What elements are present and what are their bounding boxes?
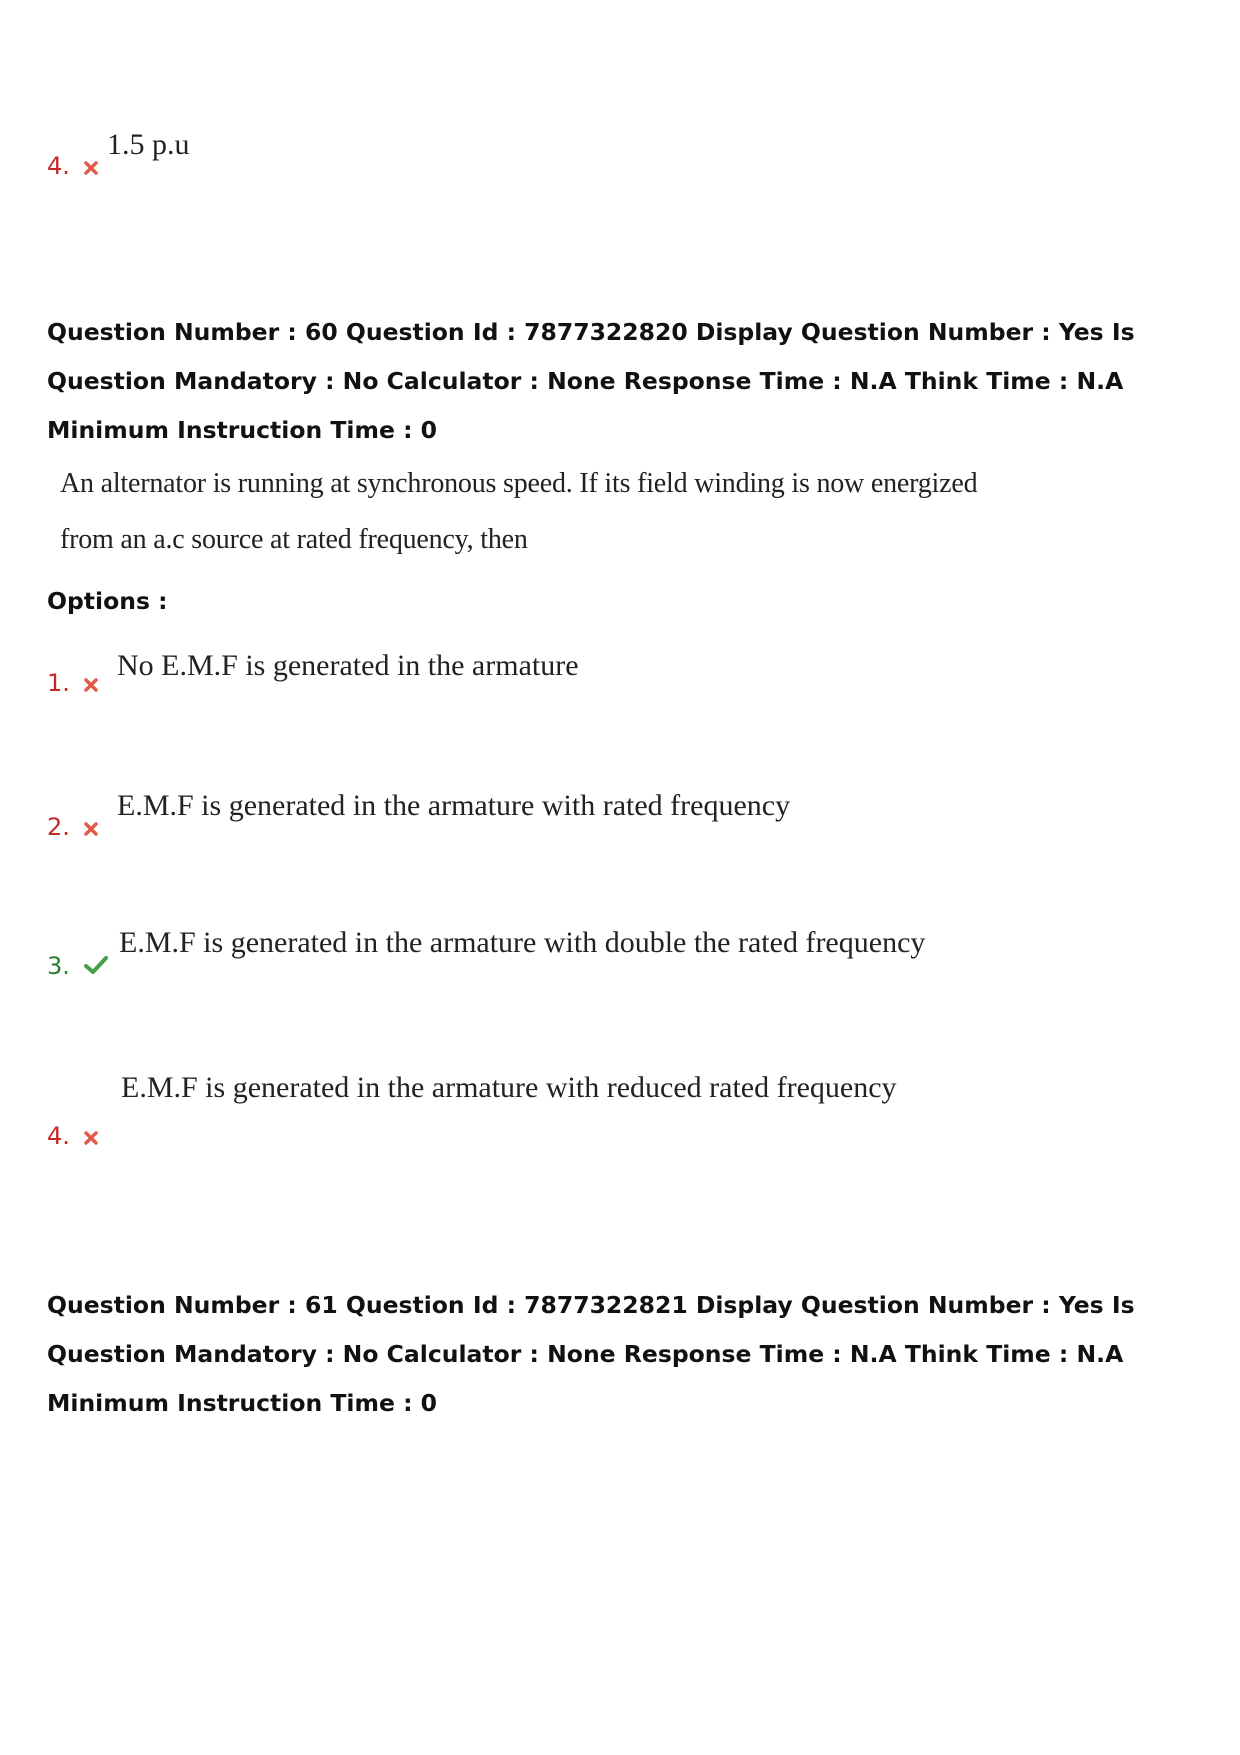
question-text-line: from an a.c source at rated frequency, then (60, 524, 528, 555)
option-number (47, 1122, 98, 1151)
option-number (47, 952, 108, 981)
option-number (47, 669, 98, 698)
option-number (47, 152, 98, 181)
cross-icon (84, 1123, 98, 1151)
question-text-line: An alternator is running at synchronous speed. If its field winding is now energized (60, 468, 978, 499)
option-number-label: 3. (47, 952, 70, 980)
option-number (47, 813, 98, 842)
option-number-label: 4. (47, 152, 70, 180)
cross-icon (84, 814, 98, 842)
option-text: 1.5 p.u (107, 128, 190, 161)
option-number-label: 2. (47, 813, 70, 841)
question-metadata: Question Number : 61 Question Id : 7877322821 Display Question Number : Yes Is Question Mandatory : No Calculator : None Response Time : N.A Think Time : N.A Minimum Instruction Time : 0 (47, 1291, 1135, 1417)
check-icon (84, 953, 108, 981)
question-text (60, 456, 977, 568)
option-number-label: 1. (47, 669, 70, 697)
question-metadata: Question Number : 60 Question Id : 7877322820 Display Question Number : Yes Is Question Mandatory : No Calculator : None Response Time : N.A Think Time : N.A Minimum Instruction Time : 0 (47, 318, 1135, 444)
option-text: No E.M.F is generated in the armature (117, 649, 579, 682)
option-text: E.M.F is generated in the armature with rated frequency (117, 789, 791, 822)
cross-icon (84, 670, 98, 698)
option-text: E.M.F is generated in the armature with reduced rated frequency (121, 1071, 897, 1104)
cross-icon (84, 153, 98, 181)
option-number-label: 4. (47, 1122, 70, 1150)
option-text: E.M.F is generated in the armature with double the rated frequency (119, 926, 926, 959)
options-heading: Options : (47, 587, 168, 615)
